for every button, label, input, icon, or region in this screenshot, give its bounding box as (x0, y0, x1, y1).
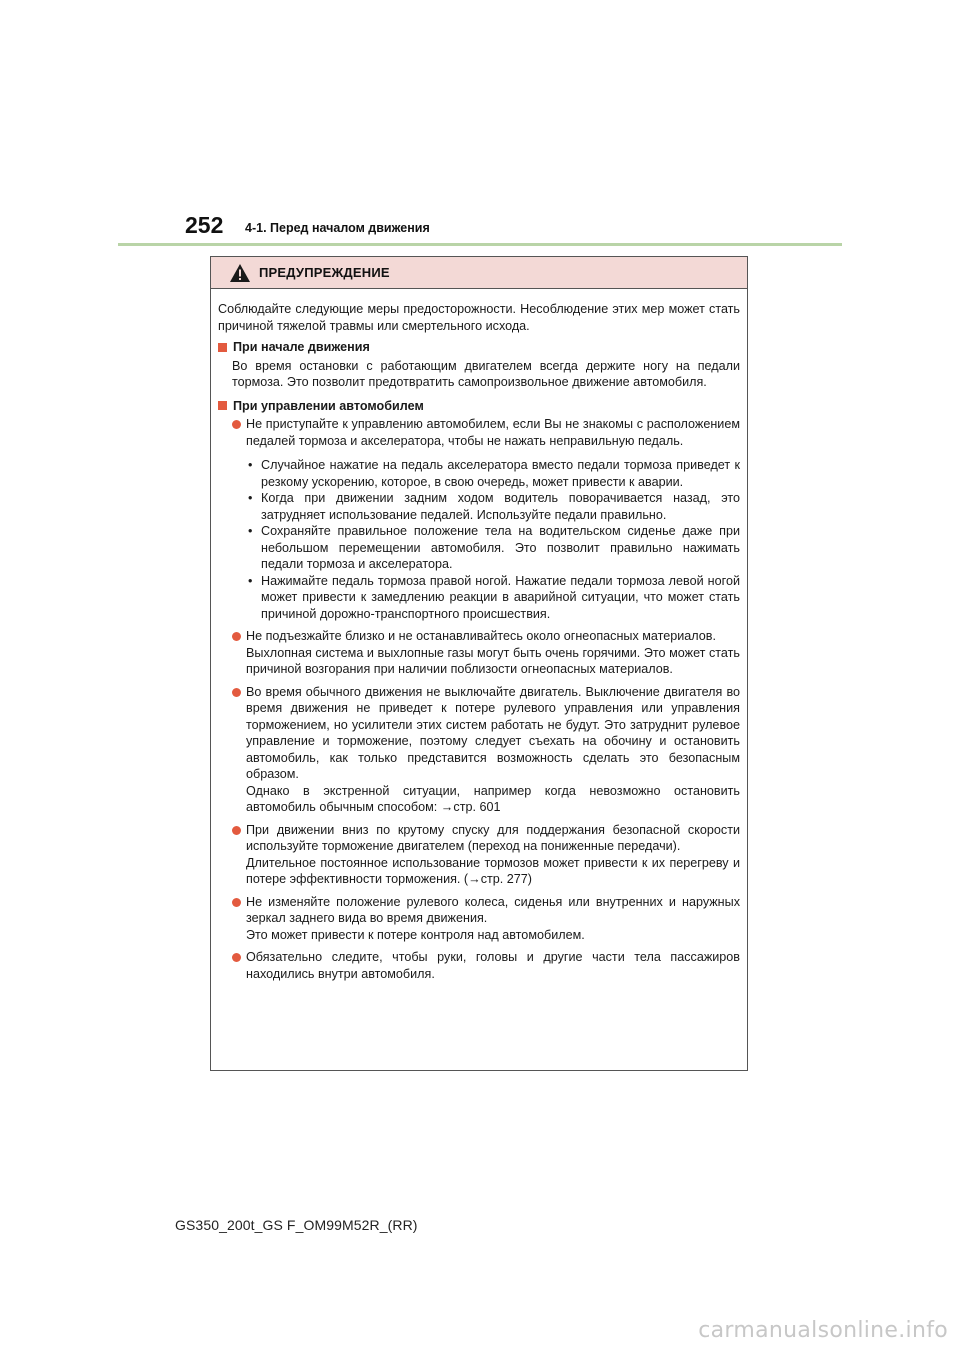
list-item (218, 684, 740, 816)
list-item-text: Не подъезжайте близко и не останавливайтесь около огнеопасных материалов. (246, 629, 716, 643)
driving-heading-label: При управлении автомобилем (233, 398, 424, 413)
dot-bullet-icon: • (248, 491, 253, 505)
warning-title: ПРЕДУПРЕЖДЕНИЕ (259, 265, 390, 280)
sub-list-item-text: Нажимайте педаль тормоза правой ногой. Нажатие педали тормоза левой ногой может привести к замедлению реакции в аварийной ситуации, что может стать причиной дорожно-транспортного происшествия. (261, 573, 740, 621)
list-item-text: Длительное постоянное использование тормозов может привести к их перегреву и потере эффективности торможения. (→стр. 277) (246, 855, 740, 886)
list-item (218, 416, 740, 622)
sub-list-item (246, 457, 740, 490)
start-text: Во время остановки с работающим двигателем всегда держите ногу на педали тормоза. Это позволит предотвратить самопроизвольное движение автомобиля. (232, 358, 740, 389)
round-bullet-icon (232, 898, 241, 907)
warning-header (211, 257, 747, 289)
dot-bullet-icon: • (248, 524, 253, 538)
sub-list-item (246, 523, 740, 573)
list-item-text: Это может привести к потере контроля над автомобилем. (246, 927, 585, 942)
warning-body (211, 289, 747, 982)
warning-intro: Соблюдайте следующие меры предосторожности. Несоблюдение этих мер может стать причиной тяжелой травмы или смертельного исхода. (218, 302, 740, 333)
header-rule (118, 243, 842, 246)
sub-list-item (246, 490, 740, 523)
dot-bullet-icon: • (248, 573, 253, 588)
list-item (218, 822, 740, 888)
round-bullet-icon (232, 953, 241, 962)
warning-box (210, 256, 748, 1071)
list-item-text: При движении вниз по крутому спуску для поддержания безопасной скорости используйте торможение двигателем (переход на пониженные передачи). (246, 822, 740, 853)
sub-list (246, 457, 740, 622)
round-bullet-icon (232, 632, 241, 641)
list-item-text: Обязательно следите, чтобы руки, головы и другие части тела пассажиров находились внутри автомобиля. (246, 950, 740, 981)
dot-bullet-icon: • (248, 458, 253, 472)
list-item-text: Однако в экстренной ситуации, например когда невозможно остановить автомобиль обычным способом: →стр. 601 (246, 783, 740, 814)
list-item (218, 894, 740, 944)
footer-model-code: GS350_200t_GS F_OM99M52R_(RR) (175, 1217, 418, 1233)
sub-list-item-text: Случайное нажатие на педаль акселератора вместо педали тормоза приведет к резкому ускорению, которое, в свою очередь, может привести к аварии. (261, 458, 740, 489)
list-item-text: Не приступайте к управлению автомобилем, если Вы не знакомы с расположением педалей тормоза и акселератора, чтобы не нажать неправильную педаль. (246, 417, 740, 448)
list-item-text: Не изменяйте положение рулевого колеса, сиденья или внутренних и наружных зеркал заднего вида во время движения. (246, 894, 740, 925)
list-item-text: Выхлопная система и выхлопные газы могут быть очень горячими. Это может стать причиной возгорания при наличии поблизости огнеопасных материалов. (246, 645, 740, 676)
section-title: 4-1. Перед началом движения (245, 221, 430, 235)
list-item (218, 628, 740, 678)
square-bullet-icon (218, 401, 227, 410)
start-heading (218, 339, 740, 356)
square-bullet-icon (218, 343, 227, 352)
page-number: 252 (185, 212, 224, 238)
round-bullet-icon (232, 420, 241, 429)
list-item-text: Во время обычного движения не выключайте двигатель. Выключение двигателя во время движения не приведет к потере рулевого управления или управления торможением, но усилители этих систем работать не будут. Это затруднит рулевое управление и торможение, поэтому следует съехать на обочину и остановить автомобиль, как только представится возможность сделать это безопасным образом. (246, 684, 740, 781)
warning-triangle-icon (229, 263, 251, 283)
start-heading-label: При начале движения (233, 340, 370, 354)
sub-list-item-text: Когда при движении задним ходом водитель поворачивается назад, это затрудняет использование педалей. Используйте педали правильно. (261, 491, 740, 522)
driving-heading (218, 398, 740, 415)
sub-list-item-text: Сохраняйте правильное положение тела на водительском сиденье даже при небольшом перемещении автомобиля. Это позволит правильно нажимать педали тормоза и акселератора. (261, 524, 740, 571)
watermark: carmanualsonline.info (698, 1318, 948, 1343)
round-bullet-icon (232, 826, 241, 835)
round-bullet-icon (232, 688, 241, 697)
list-item (218, 949, 740, 982)
sub-list-item (246, 573, 740, 623)
